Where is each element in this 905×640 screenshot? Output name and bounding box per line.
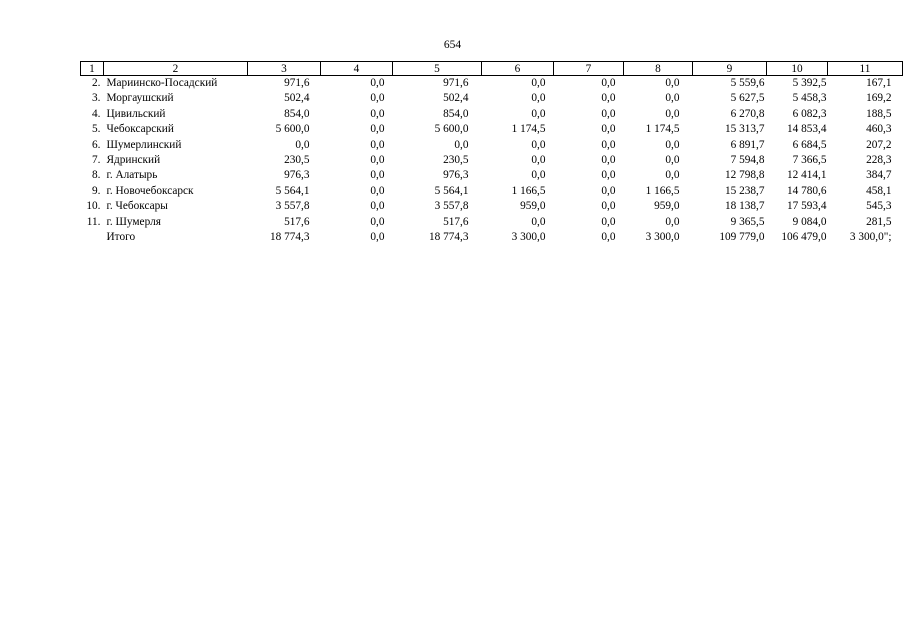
header-cell: 8	[624, 62, 693, 76]
value-cell-col-11: 188,5	[866, 107, 892, 120]
value-cell-col-10: 6 684,5	[792, 138, 827, 151]
value-cell-col-3: 517,6	[284, 215, 310, 228]
value-cell-col-4: 0,0	[370, 138, 385, 151]
value-cell-col-3: 502,4	[284, 92, 310, 105]
value-cell-col-8: 1 166,5	[645, 184, 680, 197]
table-row	[81, 153, 903, 168]
value-cell-col-6: 1 166,5	[511, 184, 546, 197]
value-cell-col-3: 5 600,0	[275, 123, 310, 136]
header-cell: 4	[321, 62, 393, 76]
value-cell-col-4: 0,0	[370, 107, 385, 120]
value-cell-col-6: 959,0	[520, 200, 546, 213]
table-row	[81, 122, 903, 137]
district-name: Итого	[106, 231, 136, 244]
value-cell-col-4: 0,0	[370, 92, 385, 105]
value-cell-col-4: 0,0	[370, 231, 385, 244]
value-cell-col-5: 230,5	[443, 154, 469, 167]
value-cell-col-10: 17 593,4	[786, 200, 827, 213]
value-cell-col-9: 12 798,8	[724, 169, 765, 182]
value-cell-col-5: 5 564,1	[434, 184, 469, 197]
value-cell-col-10: 14 780,6	[786, 184, 827, 197]
table-body	[81, 76, 903, 246]
table-row	[81, 107, 903, 122]
data-table	[80, 61, 903, 245]
table-row	[81, 168, 903, 183]
header-cell: 10	[767, 62, 828, 76]
row-number: 6.	[92, 138, 101, 151]
value-cell-col-3: 230,5	[284, 154, 310, 167]
value-cell-col-9: 15 238,7	[724, 184, 765, 197]
value-cell-col-4: 0,0	[370, 184, 385, 197]
table-row	[81, 76, 903, 92]
value-cell-col-4: 0,0	[370, 169, 385, 182]
table-row	[81, 184, 903, 199]
value-cell-col-8: 0,0	[665, 154, 680, 167]
value-cell-col-3: 18 774,3	[269, 231, 310, 244]
value-cell-col-7: 0,0	[601, 154, 616, 167]
value-cell-col-4: 0,0	[370, 154, 385, 167]
value-cell-col-9: 5 559,6	[730, 77, 765, 89]
row-number: 4.	[92, 107, 101, 120]
value-cell-col-9: 9 365,5	[730, 215, 765, 228]
value-cell-col-4: 0,0	[370, 200, 385, 213]
value-cell-col-6: 0,0	[531, 169, 546, 182]
district-name: Чебоксарский	[106, 123, 174, 136]
value-cell-col-4: 0,0	[370, 215, 385, 228]
value-cell-col-6: 0,0	[531, 215, 546, 228]
header-cell: 6	[482, 62, 554, 76]
header-cell: 3	[248, 62, 321, 76]
value-cell-col-4: 0,0	[370, 123, 385, 136]
row-number: 9.	[92, 184, 101, 197]
row-number: 7.	[92, 154, 101, 167]
value-cell-col-3: 0,0	[295, 138, 310, 151]
value-cell-col-3: 5 564,1	[275, 184, 310, 197]
district-name: Шумерлинский	[106, 138, 182, 151]
value-cell-col-9: 109 779,0	[719, 231, 765, 244]
value-cell-col-11: 167,1	[866, 77, 892, 89]
value-cell-col-7: 0,0	[601, 215, 616, 228]
value-cell-col-5: 971,6	[443, 77, 469, 89]
value-cell-col-6: 0,0	[531, 154, 546, 167]
value-cell-col-8: 0,0	[665, 138, 680, 151]
value-cell-col-3: 971,6	[284, 77, 310, 89]
header-cell: 9	[693, 62, 767, 76]
value-cell-col-8: 959,0	[654, 200, 680, 213]
value-cell-col-8: 1 174,5	[645, 123, 680, 136]
value-cell-col-9: 15 313,7	[724, 123, 765, 136]
value-cell-col-7: 0,0	[601, 138, 616, 151]
value-cell-col-3: 976,3	[284, 169, 310, 182]
value-cell-col-10: 6 082,3	[792, 107, 827, 120]
district-name: г. Чебоксары	[106, 200, 168, 213]
row-number: 3.	[92, 92, 101, 105]
value-cell-col-11: 228,3	[866, 154, 892, 167]
value-cell-col-9: 18 138,7	[724, 200, 765, 213]
value-cell-col-9: 7 594,8	[730, 154, 765, 167]
value-cell-col-5: 5 600,0	[434, 123, 469, 136]
value-cell-col-7: 0,0	[601, 77, 616, 89]
district-name: г. Шумерля	[106, 215, 161, 228]
value-cell-col-11: 384,7	[866, 169, 892, 182]
value-cell-col-10: 12 414,1	[786, 169, 827, 182]
value-cell-col-8: 0,0	[665, 107, 680, 120]
district-name: Цивильский	[106, 107, 166, 120]
total-row	[81, 230, 903, 245]
value-cell-col-6: 0,0	[531, 92, 546, 105]
header-cell: 5	[393, 62, 482, 76]
value-cell-col-9: 5 627,5	[730, 92, 765, 105]
district-name: Мариинско-Посадский	[106, 77, 218, 89]
value-cell-col-5: 976,3	[443, 169, 469, 182]
value-cell-col-5: 502,4	[443, 92, 469, 105]
value-cell-col-11: 3 300,0";	[849, 231, 892, 244]
value-cell-col-8: 0,0	[665, 169, 680, 182]
table-row	[81, 138, 903, 153]
value-cell-col-6: 0,0	[531, 138, 546, 151]
value-cell-col-5: 517,6	[443, 215, 469, 228]
value-cell-col-6: 1 174,5	[511, 123, 546, 136]
value-cell-col-7: 0,0	[601, 92, 616, 105]
district-name: Моргаушский	[106, 92, 174, 105]
row-number: 10.	[86, 200, 101, 213]
value-cell-col-7: 0,0	[601, 107, 616, 120]
value-cell-col-11: 458,1	[866, 184, 892, 197]
table-header	[81, 62, 903, 76]
value-cell-col-10: 9 084,0	[792, 215, 827, 228]
value-cell-col-8: 0,0	[665, 215, 680, 228]
value-cell-col-7: 0,0	[601, 123, 616, 136]
value-cell-col-8: 0,0	[665, 77, 680, 89]
value-cell-col-5: 854,0	[443, 107, 469, 120]
value-cell-col-10: 5 458,3	[792, 92, 827, 105]
page-number: 654	[443, 39, 462, 51]
table-row	[81, 199, 903, 214]
row-number: 5.	[92, 123, 101, 136]
value-cell-col-8: 3 300,0	[645, 231, 680, 244]
header-cell: 11	[828, 62, 903, 76]
value-cell-col-11: 281,5	[866, 215, 892, 228]
value-cell-col-6: 3 300,0	[511, 231, 546, 244]
value-cell-col-9: 6 270,8	[730, 107, 765, 120]
value-cell-col-6: 0,0	[531, 107, 546, 120]
header-cell: 7	[554, 62, 624, 76]
value-cell-col-10: 5 392,5	[792, 77, 827, 89]
value-cell-col-11: 169,2	[866, 92, 892, 105]
value-cell-col-3: 3 557,8	[275, 200, 310, 213]
row-number: 2.	[92, 77, 101, 89]
value-cell-col-10: 14 853,4	[786, 123, 827, 136]
value-cell-col-3: 854,0	[284, 107, 310, 120]
value-cell-col-7: 0,0	[601, 184, 616, 197]
header-cell: 1	[81, 62, 104, 76]
value-cell-col-7: 0,0	[601, 200, 616, 213]
value-cell-col-4: 0,0	[370, 77, 385, 89]
row-number	[81, 230, 104, 245]
district-name: Ядринский	[106, 154, 161, 167]
table-row	[81, 215, 903, 230]
value-cell-col-10: 7 366,5	[792, 154, 827, 167]
value-cell-col-10: 106 479,0	[781, 231, 827, 244]
value-cell-col-11: 545,3	[866, 200, 892, 213]
header-row	[81, 62, 903, 76]
value-cell-col-5: 0,0	[454, 138, 469, 151]
value-cell-col-7: 0,0	[601, 231, 616, 244]
value-cell-col-5: 18 774,3	[428, 231, 469, 244]
table-row	[81, 91, 903, 106]
value-cell-col-5: 3 557,8	[434, 200, 469, 213]
district-name: г. Новочебоксарск	[106, 184, 194, 197]
row-number: 11.	[86, 215, 101, 228]
value-cell-col-11: 207,2	[866, 138, 892, 151]
value-cell-col-9: 6 891,7	[730, 138, 765, 151]
value-cell-col-8: 0,0	[665, 92, 680, 105]
row-number: 8.	[92, 169, 101, 182]
header-cell: 2	[104, 62, 248, 76]
value-cell-col-6: 0,0	[531, 77, 546, 89]
value-cell-col-7: 0,0	[601, 169, 616, 182]
district-name: г. Алатырь	[106, 169, 158, 182]
value-cell-col-11: 460,3	[866, 123, 892, 136]
